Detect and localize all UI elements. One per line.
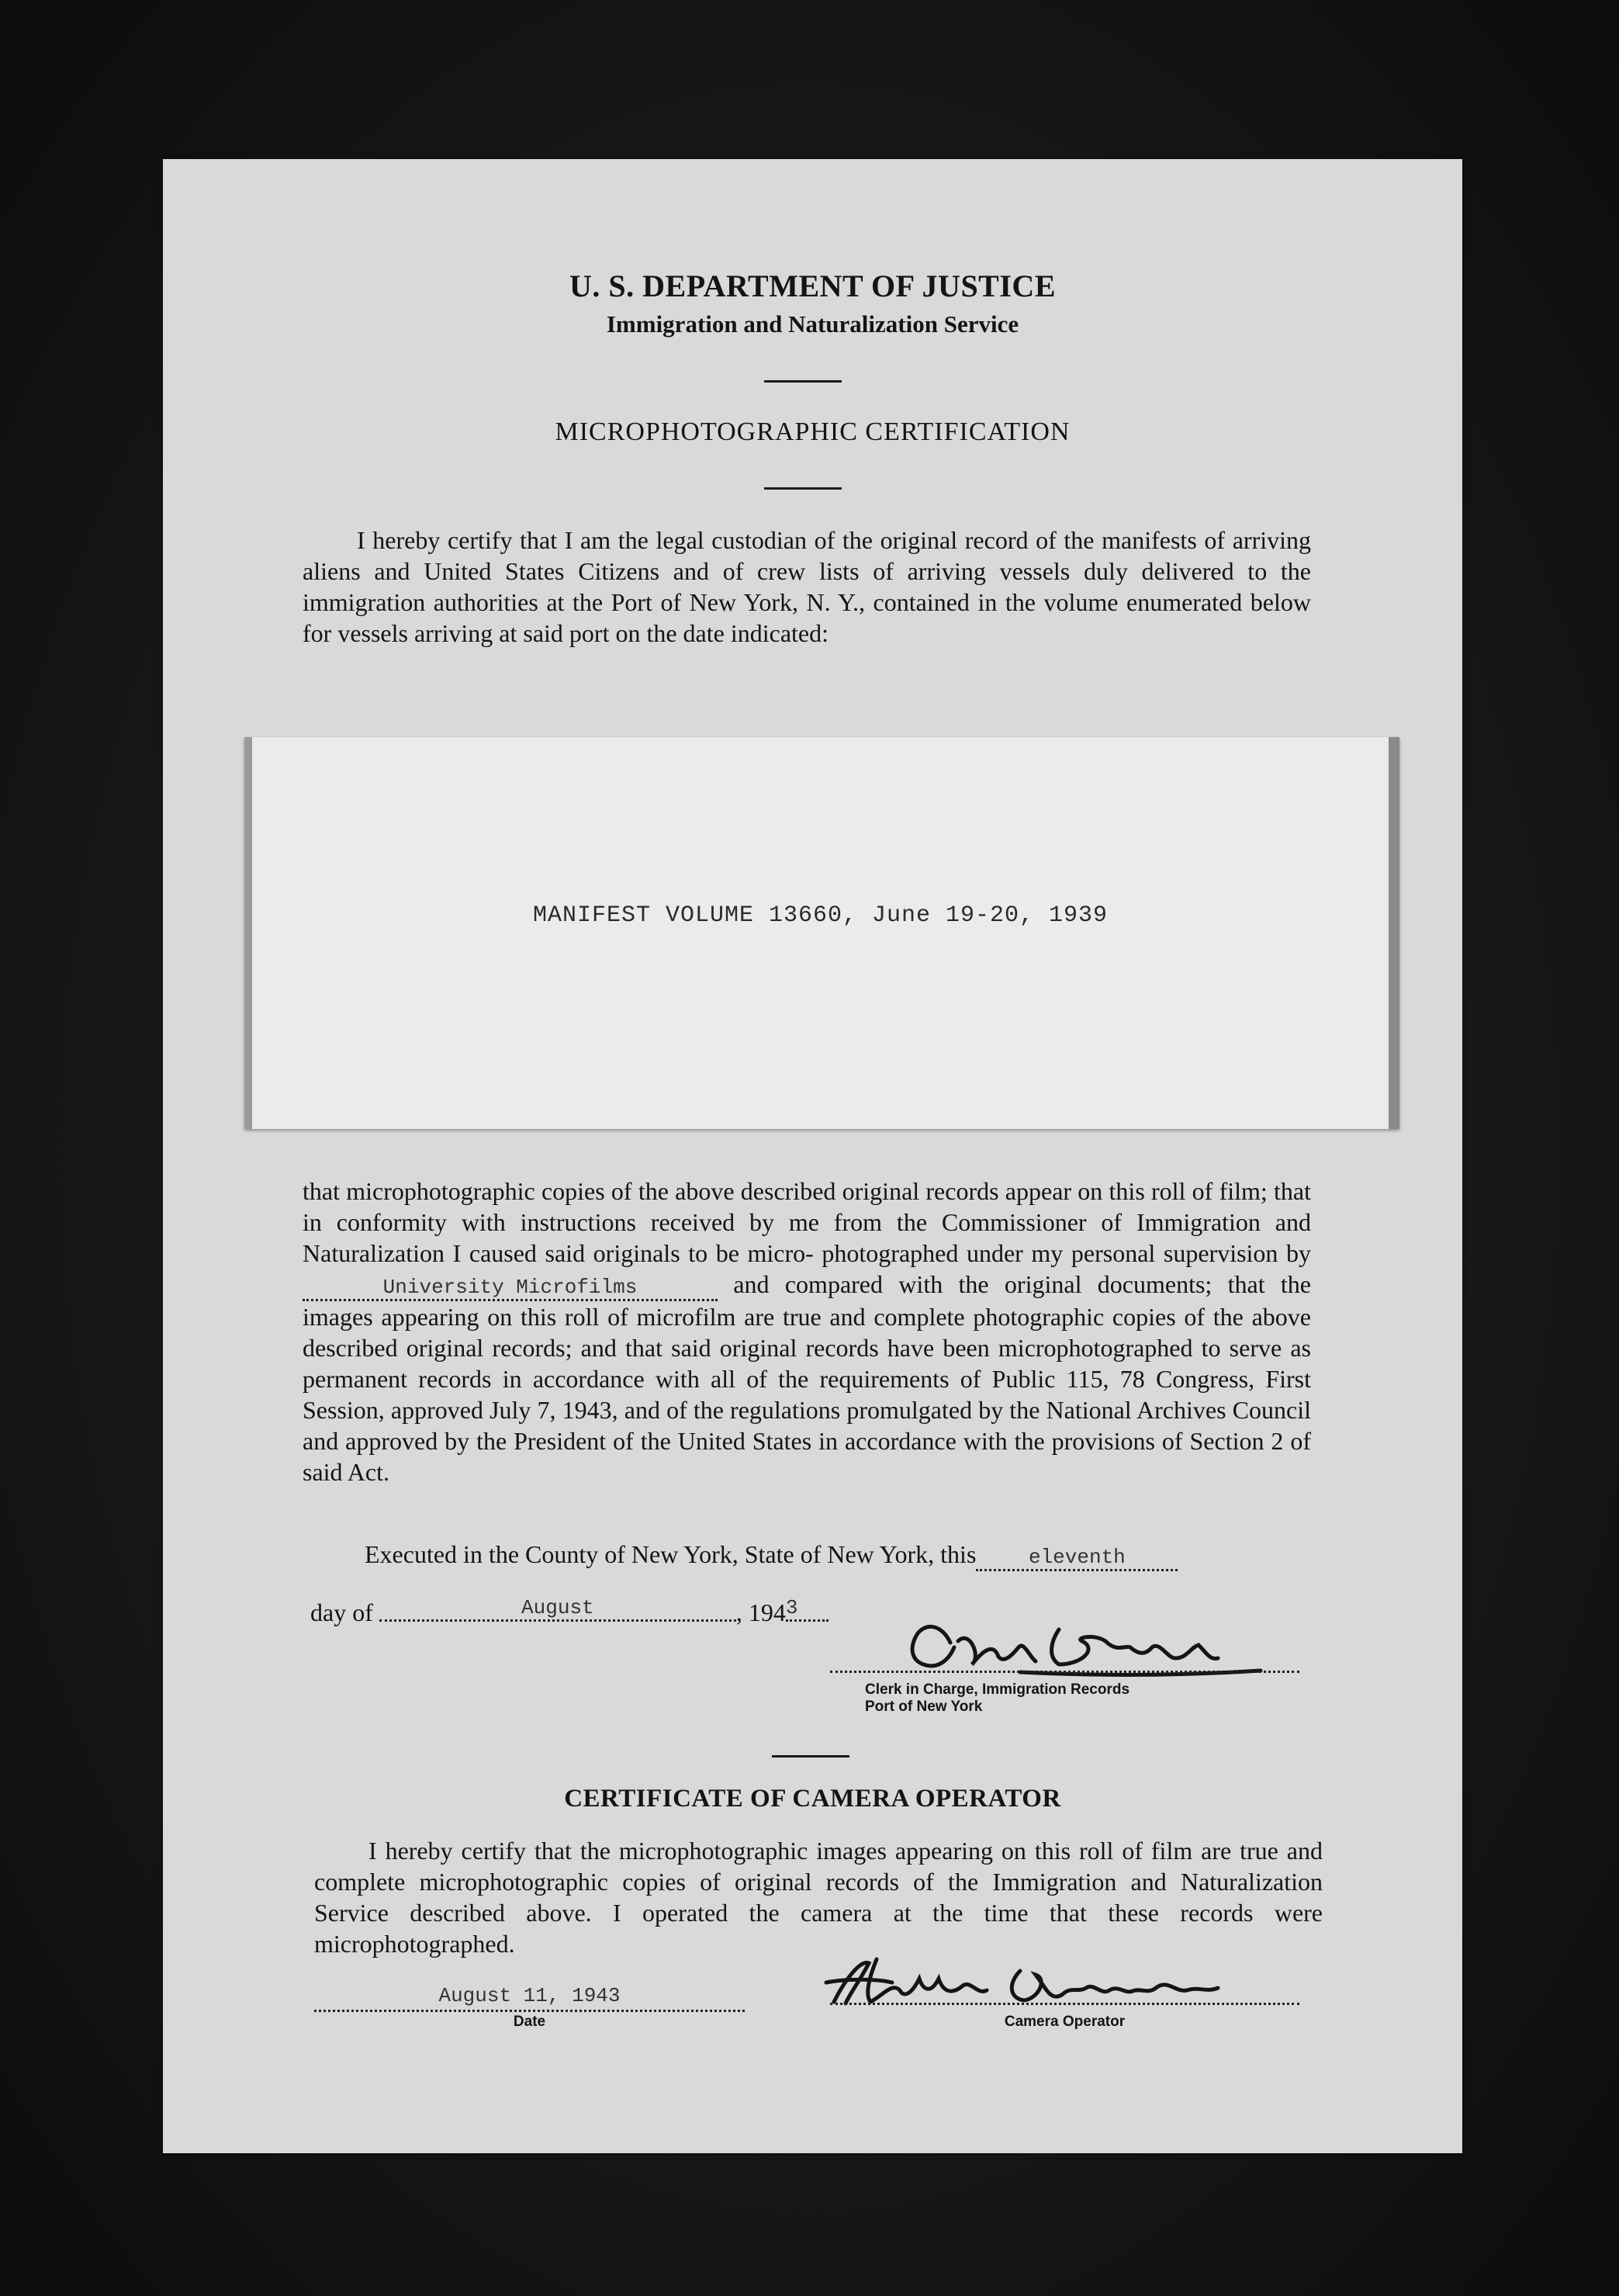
day-of-label: day of bbox=[310, 1598, 373, 1626]
camera-date-field bbox=[314, 1984, 745, 2012]
clerk-title bbox=[865, 1681, 1129, 1716]
camera-text: I hereby certify that the microphotographic images appearing on this roll of film are true and complete microphotographic copies of original records of the Immigration and Naturalization Service described above. I operated the camera at the time that these records were microphotographed. bbox=[314, 1837, 1323, 1958]
department-heading: U. S. DEPARTMENT OF JUSTICE bbox=[569, 268, 1056, 303]
intro-paragraph bbox=[303, 525, 1311, 649]
intro-text: I hereby certify that I am the legal custodian of the original record of the manifests of arriving aliens and United States Citizens and of crew lists of arriving vessels duly delivered to the immigration authorities at the Port of New York, N. Y., contained in the volume enumerated below for vessels arriving at said port on the date indicated: bbox=[303, 526, 1311, 647]
executed-day-field: eleventh bbox=[976, 1546, 1178, 1571]
executed-prefix: Executed in the County of New York, State of New York, this bbox=[365, 1540, 977, 1568]
year-digit-field: 3 bbox=[786, 1596, 829, 1622]
divider bbox=[772, 1755, 849, 1757]
camera-date-value: August 11, 1943 bbox=[438, 1984, 621, 2007]
clerk-signature bbox=[826, 1610, 1292, 1688]
date-label: Date bbox=[513, 2014, 546, 2030]
certification-title: MICROPHOTOGRAPHIC CERTIFICATION bbox=[555, 417, 1071, 446]
supervision-field: University Microfilms bbox=[303, 1276, 718, 1301]
manifest-volume-text: MANIFEST VOLUME 13660, June 19-20, 1939 bbox=[532, 902, 1109, 929]
year-prefix: , 194 bbox=[735, 1598, 786, 1626]
camera-operator-label: Camera Operator bbox=[1004, 2014, 1126, 2030]
camera-paragraph bbox=[314, 1835, 1323, 1959]
month-field: August bbox=[379, 1596, 736, 1622]
camera-operator-signature bbox=[815, 1948, 1296, 2017]
body-text-part2: and compared with the original documents; that the images appearing on this roll of microfilm are true and complete photographic copies of the above described original records; and that said original records have been microphotographed to serve as permanent records in accordance with all of the requirements of Public 115, 78 Congress, First Session, approved July 7, 1943, and of the regulations promulgated by the National Archives Council and approved by the President of the United States in accordance with the provisions of Section 2 of said Act. bbox=[303, 1270, 1312, 1486]
divider bbox=[764, 487, 842, 490]
camera-operator-signature-line bbox=[830, 2003, 1299, 2005]
divider bbox=[764, 380, 842, 383]
camera-certificate-title: CERTIFICATE OF CAMERA OPERATOR bbox=[564, 1785, 1061, 1813]
manifest-slip bbox=[244, 737, 1399, 1129]
executed-line bbox=[365, 1540, 1178, 1571]
body-text-part1: that microphotographic copies of the above described original records appear on this roll of film; that in conformity with instructions received by me from the Commissioner of Immigration and Naturalization I caused said originals to be micro- bbox=[303, 1177, 1311, 1267]
clerk-title-line1: Clerk in Charge, Immigration Records bbox=[865, 1681, 1130, 1698]
service-heading: Immigration and Naturalization Service bbox=[606, 310, 1019, 338]
supervision-prefix: photographed under my personal supervision by bbox=[822, 1239, 1312, 1267]
day-of-line bbox=[310, 1598, 829, 1629]
certificate-sheet bbox=[163, 159, 1462, 2153]
clerk-title-line2: Port of New York bbox=[865, 1699, 983, 1715]
body-paragraph bbox=[303, 1176, 1311, 1487]
clerk-signature-line bbox=[830, 1671, 1299, 1673]
